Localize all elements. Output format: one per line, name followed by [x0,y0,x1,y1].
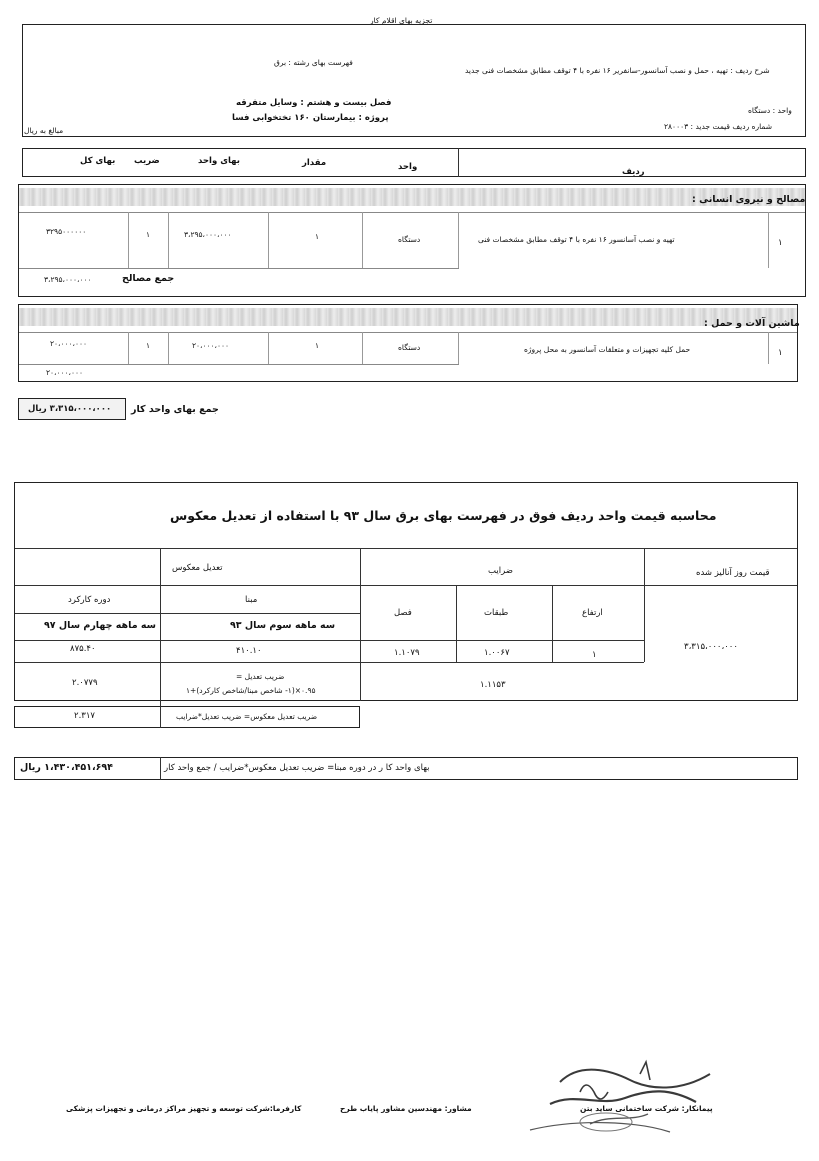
materials-sum-label: جمع مصالح [122,273,175,284]
machinery-row-no: ۱ [778,348,783,358]
machinery-desc: حمل کلیه تجهیزات و متعلقات آسانسور به محل پروژه [524,345,691,354]
floors-header: طبقات [484,608,509,618]
analyzed-price-value: ۳،۳۱۵،۰۰۰،۰۰۰ [684,642,738,652]
materials-qty: ۱ [315,232,320,241]
analyzed-price-header: قیمت روز آنالیز شده [696,568,770,578]
chapter-coef: ۱.۱۰۷۹ [394,648,420,658]
materials-unit: دستگاه [398,235,421,244]
col-total: بهای کل [80,156,116,166]
col-coef: ضریب [134,156,160,166]
machinery-unit: دستگاه [398,343,421,352]
reverse-adjustment-header: تعدیل معکوس [172,563,223,573]
adjustment-formula: ۰.۹۵×(۱- شاخص مبنا/شاخص کارکرد)+۱ [186,686,316,695]
period-index: ۸۷۵.۴۰ [70,644,96,654]
base-header: مبنا [245,595,258,605]
materials-desc: تهیه و نصب آسانسور ۱۶ نفره با ۴ توقف مطابق مشخصات فنی [478,235,675,244]
machinery-total: ۲۰،۰۰۰،۰۰۰ [50,339,88,348]
final-value: ۱،۴۳۰،۴۵۱،۶۹۴ ریال [20,762,113,773]
materials-unit-price: ۳،۲۹۵،۰۰۰،۰۰۰ [184,230,232,239]
machinery-qty: ۱ [315,341,320,350]
item-description: شرح ردیف : تهیه ، حمل و نصب آسانسور-سانفریر ۱۶ نفره با ۴ توقف مطابق مشخصات فنی جدید [465,66,770,75]
period-value: سه ماهه چهارم سال ۹۷ [44,620,157,631]
machinery-unit-price: ۲۰،۰۰۰،۰۰۰ [192,341,230,350]
col-quantity: مقدار [302,158,327,168]
chapter-header: فصل [394,608,412,618]
consultant-label: مشاور: مهندسین مشاور پایاب طرح [340,1104,472,1113]
col-unit: واحد [398,162,418,172]
adjustment-coef-value: ۲.۰۷۷۹ [72,678,98,688]
materials-title: مصالح و نیروی انسانی : [692,194,806,205]
chapter-label: فصل بیست و هشتم : وسایل متفرقه [236,98,392,108]
materials-row-no: ۱ [778,238,783,248]
final-label: بهای واحد کا ر در دوره مبنا= ضریب تعدیل معکوس*ضرایب / جمع واحد کار [164,763,430,773]
doc-title: تجزیه بهای اقلام کار [370,16,433,25]
machinery-sum-value: ۲۰،۰۰۰،۰۰۰ [46,368,84,377]
unit-total-label: جمع بهای واحد کار [131,404,219,415]
coefs-header: ضرایب [488,566,513,576]
height-coef: ۱ [592,650,597,660]
product-label: ضریب تعدیل معکوس= ضریب تعدیل*ضرایب [176,712,318,721]
base-index: ۴۱۰.۱۰ [236,646,262,656]
contractor-label: پیمانکار: شرکت ساختمانی ساید بتن [580,1104,713,1113]
adjustment-formula-label: ضریب تعدیل = [236,672,285,681]
materials-coef: ۱ [146,230,151,239]
materials-sum-value: ۳،۲۹۵،۰۰۰،۰۰۰ [44,275,92,284]
machinery-title: ماشین آلات و حمل : [704,318,800,329]
floors-coef: ۱.۰۰۶۷ [484,648,510,658]
materials-total: ۳۲۹۵۰۰۰۰۰۰ [46,227,87,236]
coef-product-value: ۱.۱۱۵۳ [480,680,506,690]
header-box [22,24,806,137]
calc-title: محاسبه قیمت واحد ردیف فوق در فهرست بهای برق سال ۹۳ با استفاده از تعدیل معکوس [170,508,717,523]
height-header: ارتفاع [582,608,603,618]
row-number-label: شماره ردیف قیمت جدید : ۲۸۰۰۰۳ [664,122,773,131]
unit-total-value: ۳،۳۱۵،۰۰۰،۰۰۰ ریال [28,404,112,414]
machinery-coef: ۱ [146,341,151,350]
project-label: پروژه : بیمارستان ۱۶۰ تختخوابی فسا [232,113,389,123]
employer-label: کارفرما:شرکت توسعه و تجهیز مراکز درمانی و تجهیزات پزشکی [66,1104,302,1113]
company-stamp [520,1052,730,1138]
unit-label: واحد : دستگاه [748,106,792,115]
product-value: ۲.۳۱۷ [74,711,95,721]
base-value: سه ماهه سوم سال ۹۳ [230,620,336,631]
price-list: فهرست بهای رشته : برق [274,58,353,67]
col-unit-price: بهای واحد [198,156,240,166]
col-row: ردیف [622,167,645,177]
period-header: دوره کارکرد [68,595,111,605]
amounts-note: مبالغ به ریال [24,126,64,135]
